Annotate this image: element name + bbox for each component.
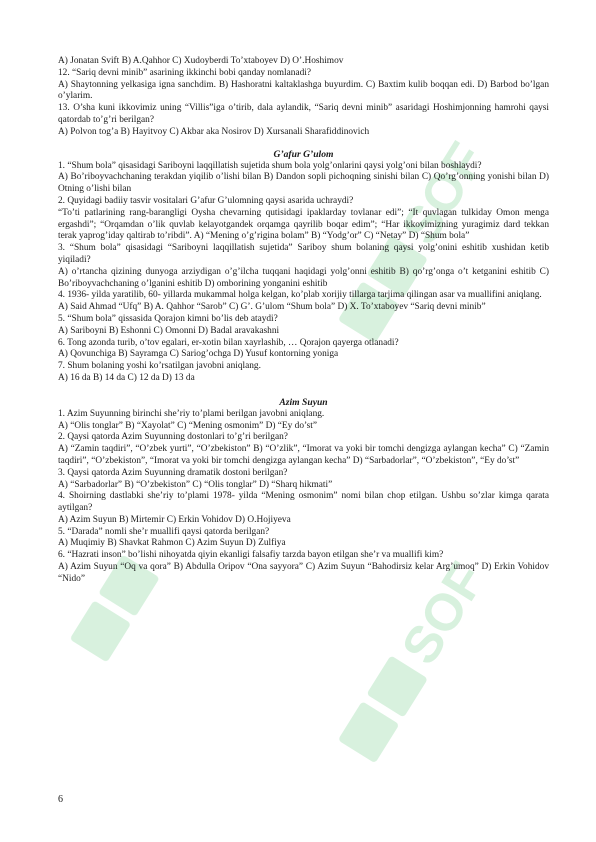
question: 6. “Hazrati inson” bo’lishi nihoyatda qiyin ekanligi falsafiy tarzda bayon etilgan she’r va muallifi kim? — [58, 550, 444, 561]
question: 1. “Shum bola” qisasidagi Sariboyni laqqillatish sujetida shum bola yolg’onlarini qaysi yolg’oni bilan boshlaydi? — [58, 160, 482, 171]
question: 2. Quyidagi badiiy tasvir vositalari G’afur G’ulomning qaysi asarida uchraydi? — [58, 195, 354, 206]
answer-options: A) “Olis tonglar” B) “Xayolat” C) “Mening osmonim” D) “Ey do’st” — [58, 420, 317, 431]
answer-options: A) Polvon tog’a B) Hayitvoy C) Akbar aka Nosirov D) Xursanali Sharafiddinovich — [58, 126, 370, 137]
question: 13. O’sha kuni ikkovimiz uning “Villis”iga o’tirib, dala aylandik, “Sariq devni minib” asaridagi Hoshimjonning hamrohi qaysi qatordab to’g’ri berilgan? — [58, 103, 549, 125]
question: 1. Azim Suyunning birinchi she’riy to’plami berilgan javobni aniqlang. — [58, 408, 325, 419]
svg-text:SOF: SOF — [390, 132, 497, 255]
question: 5. “Darada” nomli she’r muallifi qaysi qatorda berilgan? — [58, 526, 270, 537]
answer-options: A) “Zamin taqdiri”, “O’zbek yurti”, “O’zbekiston” B) “O’zlik”, “Imorat va yoki bir tomchi dengizga aylangan kecha” C) “Zamin taqdiri”, “O’zbekiston”, “Imorat va yoki bir tomchi dengizga aylangan kecha” D) “Sarbadorlar”, “O’zbekiston”, “Ey do’st” — [58, 444, 549, 466]
question: 3. Qaysi qatorda Azim Suyunning dramatik dostoni berilgan? — [58, 467, 288, 478]
section-title-gafur-gulom: G’afur G’ulom — [273, 148, 334, 160]
answer-options: A) Said Ahmad “Ufq” B) A. Qahhor “Sarob” C) G’. G’ulom “Shum bola” D) X. To’xtaboyev “Sariq devni minib” — [58, 302, 486, 313]
question: 6. Tong azonda turib, o’tov egalari, er-xotin bilan xayrlashib, … Qorajon qayerga otlanadi? — [58, 337, 399, 348]
answer-options: A) Bo’riboyvachchaning terakdan yiqilib o’lishi bilan B) Dandon sopli pichoqning sinishi bilan C) Qo’rg’onning yonishi bilan D) Otning o’lishi bilan — [58, 172, 549, 195]
question: 2. Qaysi qatorda Azim Suyunning dostonlari to’g’ri berilgan? — [58, 432, 288, 443]
question: 5. “Shum bola” qissasida Qorajon kimni bo’lis deb ataydi? — [58, 313, 278, 324]
section-title-azim-suyun: Azim Suyun — [279, 396, 328, 408]
question: 4. 1936- yilda yaratilib, 60- yillarda mukammal holga kelgan, ko’plab xorijiy tillarga tarjima qilingan asar va muallifini aniqlang. — [58, 290, 542, 301]
answer-options: A) Azim Suyun “Oq va qora” B) Abdulla Oripov “Ona sayyora” C) Azim Suyun “Bahodirsiz kelar Arg’umoq” D) Erkin Vohidov “Nido” — [58, 562, 549, 584]
page-number: 6 — [58, 794, 63, 805]
answer-options: A) Azim Suyun B) Mirtemir C) Erkin Vohidov D) O.Hojiyeva — [58, 514, 291, 525]
answer-options: A) Jonatan Svift B) A.Qahhor C) Xudoyberdi To’xtaboyev D) O’.Hoshimov — [58, 56, 344, 66]
svg-text:SOF: SOF — [390, 552, 497, 675]
question: 7. Shum bolaning yoshi ko’rsatilgan javobni aniqlang. — [58, 361, 261, 372]
answer-options: A) o’rtancha qizining dunyoga arziydigan o’g’ilcha tuqqani haqidagi yolg’onni eshitib B) qo’rg’onga o’t ketganini eshitib C) Bo’riboyvachchaning o’lganini eshitib D) omborining yonganini eshitib — [58, 266, 549, 289]
question: 4. Shoirning dastlabki she’riy to’plami 1978- yilda “Mening osmonim” nomi bilan chop etilgan. Ushbu so’zlar kimga qarata aytilgan? — [58, 491, 549, 514]
answer-options: A) Shaytonning yelkasiga igna sanchdim. B) Hashoratni kaltaklashga buyurdim. C) Baxtim kulib boqqan edi. D) Barbod bo’lgan o’ylarim. — [58, 79, 549, 102]
answer-options: A) 16 da B) 14 da C) 12 da D) 13 da — [58, 372, 195, 383]
question-excerpt: “To’ti patlarining rang-barangligi Oysha chevarning qutisidagi ipaklarday tovlanar edi”; “It quvlagan tulkiday Omon menga ergashdi”; “Orqamdan o’lik quvlab kelayotgandek orqamga qayrilib boqar edim”; “Har ikkovimizning yuragimiz dard tekkan terak yaprog’iday qaltirab to’ribdi”. A) “Mening o’g’rigina bolam” B) “Yodg’or” C) “Netay” D) “Shum bola” — [58, 207, 549, 242]
question: 3. “Shum bola” qisasidagi “Sariboyni laqqillatish sujetida” Sariboy shum bolaning qaysi yolg’onini eshitib xushidan ketib yiqiladi? — [58, 243, 549, 265]
question: 12. “Sariq devni minib” asarining ikkinchi bobi qanday nomlanadi? — [58, 67, 312, 78]
document-body — [58, 56, 549, 586]
answer-options: A) Qovunchiga B) Sayramga C) Sariog’ochga D) Yusuf kontorning yoniga — [58, 349, 339, 360]
answer-options: A) “Sarbadorlar” B) “O’zbekiston” C) “Olis tonglar” D) “Sharq hikmati” — [58, 479, 333, 490]
answer-options: A) Muqimiy B) Shavkat Rahmon C) Azim Suyun D) Zulfiya — [58, 538, 286, 549]
answer-options: A) Sariboyni B) Eshonni C) Omonni D) Badal aravakashni — [58, 325, 280, 336]
